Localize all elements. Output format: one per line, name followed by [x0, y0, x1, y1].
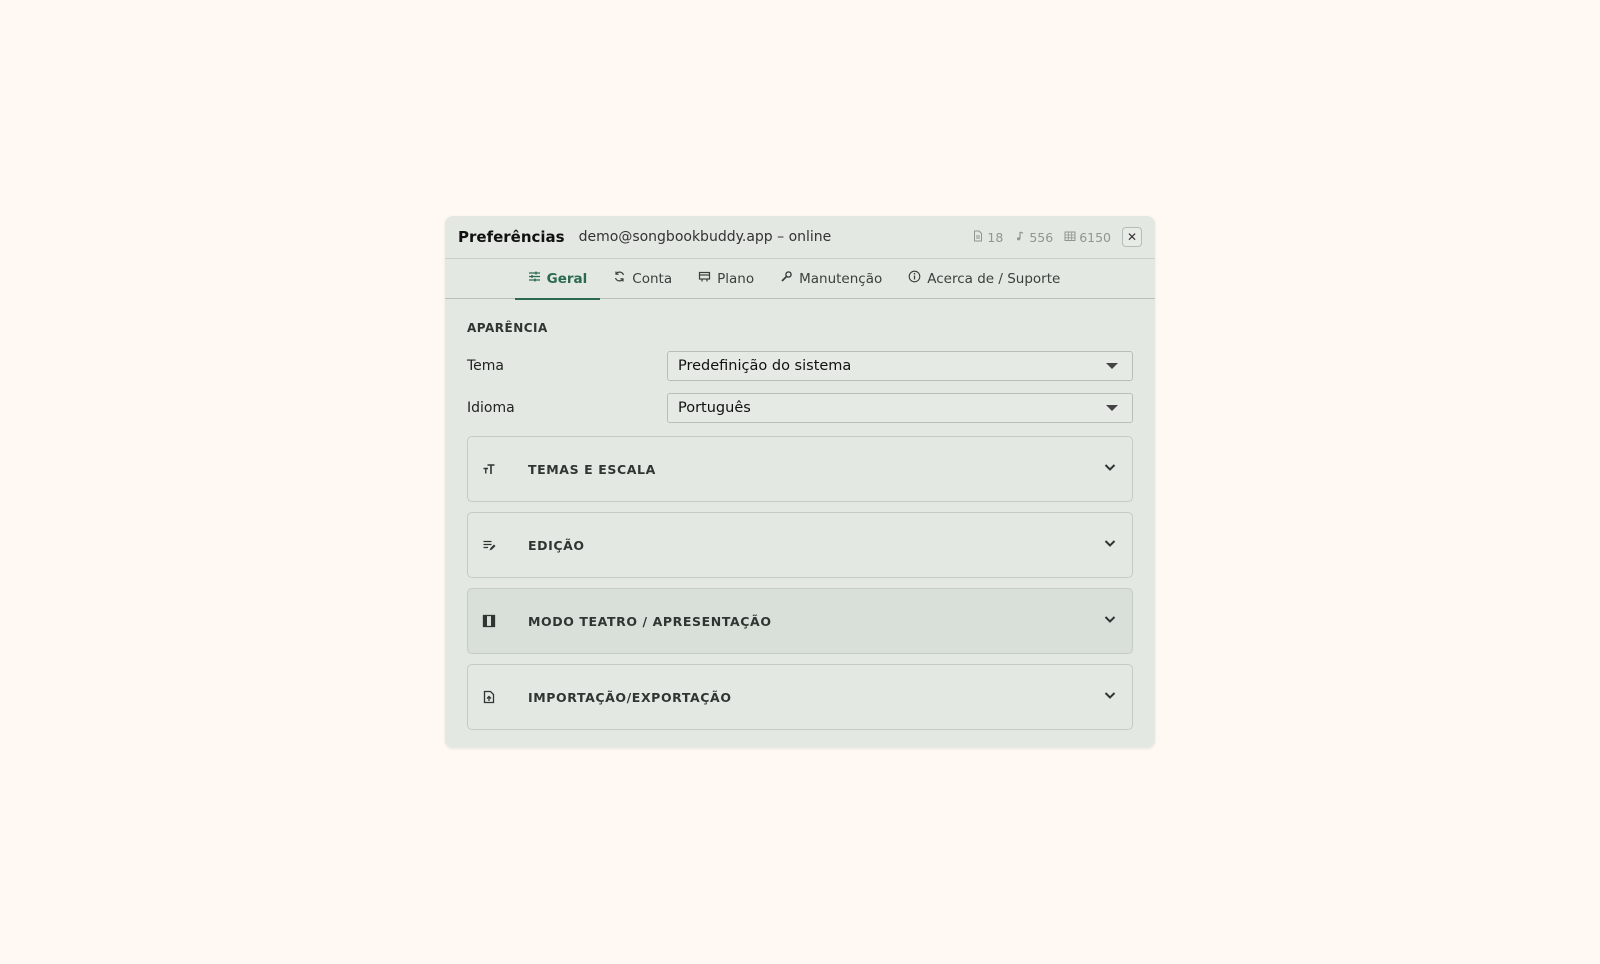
theme-select-value: Predefinição do sistema — [678, 358, 852, 374]
dialog-header — [445, 216, 1155, 259]
close-button[interactable] — [1122, 227, 1142, 247]
language-select[interactable] — [667, 393, 1133, 423]
tab-content — [445, 299, 1155, 730]
file-import-icon — [482, 690, 496, 704]
tab-plano[interactable] — [685, 259, 767, 298]
account-status: demo@songbookbuddy.app – online — [578, 229, 832, 245]
stat-records — [1064, 230, 1111, 245]
language-label: Idioma — [467, 400, 515, 416]
chevron-down-icon — [1102, 611, 1118, 631]
panel-theater-mode-title: MODO TEATRO / APRESENTAÇÃO — [528, 613, 772, 629]
chevron-down-icon — [1102, 687, 1118, 707]
stats-group — [972, 230, 1111, 245]
wrench-icon — [780, 270, 793, 287]
theme-row — [467, 350, 1133, 382]
theater-icon — [482, 614, 496, 628]
edit-notes-icon — [482, 538, 496, 552]
tab-manutencao[interactable] — [767, 259, 895, 298]
stat-records-value: 6150 — [1079, 229, 1111, 245]
tab-geral-label: Geral — [546, 270, 588, 287]
stat-songs-value: 556 — [1029, 229, 1054, 245]
tab-bar — [445, 259, 1155, 299]
chevron-down-icon — [1102, 459, 1118, 479]
dialog-title: Preferências — [458, 228, 565, 246]
tab-plano-label: Plano — [717, 270, 755, 287]
stat-songs — [1014, 230, 1053, 245]
table-icon — [1064, 230, 1076, 245]
tab-geral[interactable] — [515, 259, 601, 298]
settings-panels — [467, 436, 1133, 730]
panel-editing-title: EDIÇÃO — [528, 537, 585, 553]
music-note-icon — [1014, 230, 1026, 245]
document-icon — [972, 230, 984, 245]
billing-icon — [698, 270, 711, 287]
tab-acerca-label: Acerca de / Suporte — [927, 270, 1061, 287]
theme-label: Tema — [467, 358, 505, 374]
sliders-icon — [528, 270, 541, 287]
sync-icon — [613, 270, 626, 287]
tab-manutencao-label: Manutenção — [799, 270, 883, 287]
theme-select[interactable] — [667, 351, 1133, 381]
panel-themes-scale[interactable] — [467, 436, 1133, 502]
info-icon — [908, 270, 921, 287]
stat-documents — [972, 230, 1003, 245]
text-size-icon — [482, 462, 496, 476]
dropdown-caret-icon — [1106, 405, 1118, 411]
tab-conta-label: Conta — [632, 270, 673, 287]
language-row — [467, 392, 1133, 424]
tab-acerca-suporte[interactable] — [895, 259, 1073, 298]
chevron-down-icon — [1102, 535, 1118, 555]
preferences-dialog — [445, 216, 1155, 748]
panel-editing[interactable] — [467, 512, 1133, 578]
panel-import-export-title: IMPORTAÇÃO/EXPORTAÇÃO — [528, 689, 732, 705]
section-title-appearance: APARÊNCIA — [467, 321, 548, 335]
tab-conta[interactable] — [600, 259, 685, 298]
panel-theater-mode[interactable] — [467, 588, 1133, 654]
panel-import-export[interactable] — [467, 664, 1133, 730]
dropdown-caret-icon — [1106, 363, 1118, 369]
panel-themes-scale-title: TEMAS E ESCALA — [528, 461, 656, 477]
stat-documents-value: 18 — [987, 229, 1004, 245]
language-select-value: Português — [678, 400, 751, 416]
close-icon: ✕ — [1126, 230, 1138, 244]
